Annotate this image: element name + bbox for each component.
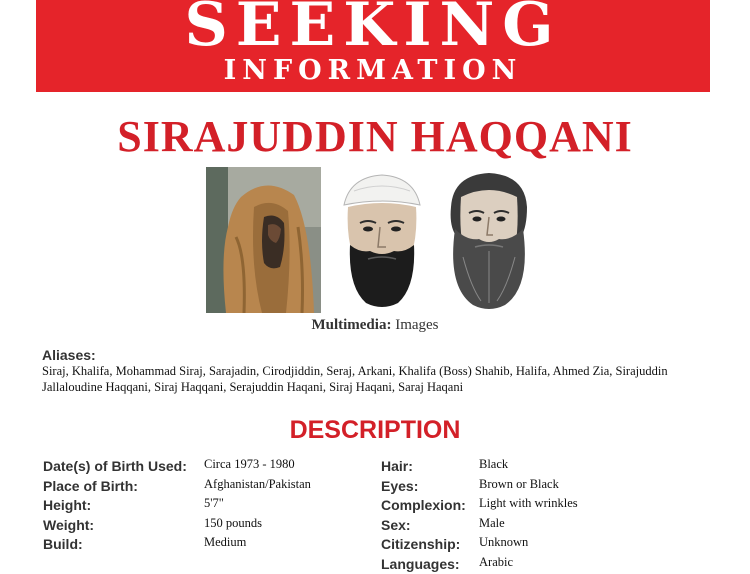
description-row-sex xyxy=(381,515,721,535)
description-label: Place of Birth: xyxy=(43,477,138,494)
multimedia-images-link[interactable]: Images xyxy=(395,317,439,333)
description-label: Complexion: xyxy=(381,497,466,514)
description-label: Languages: xyxy=(381,555,460,572)
description-value: Brown or Black xyxy=(479,476,559,491)
description-row-complexion xyxy=(381,495,721,515)
description-label: Height: xyxy=(43,497,92,514)
description-right-column xyxy=(381,456,721,574)
multimedia-label: Multimedia: xyxy=(311,317,392,333)
aliases-section xyxy=(42,347,712,395)
description-value: 5'7" xyxy=(204,496,224,511)
description-row-weight xyxy=(43,515,363,535)
description-value: Arabic xyxy=(479,554,514,569)
description-label: Date(s) of Birth Used: xyxy=(43,458,187,474)
description-label: Eyes: xyxy=(381,477,419,494)
aliases-heading: Aliases: xyxy=(42,347,96,363)
subject-name: SIRAJUDDIN HAQQANI xyxy=(117,112,633,161)
description-value: Light with wrinkles xyxy=(479,496,578,511)
description-value: Unknown xyxy=(479,535,529,550)
description-label: Sex: xyxy=(381,516,411,533)
seeking-information-banner xyxy=(36,0,710,92)
description-value: Male xyxy=(479,515,505,530)
sketch-bareheaded[interactable] xyxy=(437,167,540,313)
banner-title: SEEKING xyxy=(184,0,562,60)
multimedia-row xyxy=(0,317,750,334)
description-label: Citizenship: xyxy=(381,536,461,553)
description-value: Black xyxy=(479,457,509,471)
description-row-dob xyxy=(43,456,363,476)
photo-wrapped-in-blanket[interactable] xyxy=(206,167,321,313)
description-row-hair xyxy=(381,456,721,476)
description-row-place-of-birth xyxy=(43,476,363,496)
aliases-text: Siraj, Khalifa, Mohammad Siraj, Sarajadin, Cirodjiddin, Seraj, Arkani, Khalifa (Boss) Shahib, Halifa, Ahmed Zia, Sirajuddin Jallaloudine Haqqani, Siraj Haqqani, Serajuddin Haqani, Siraj Haqani, Saraj Haqani xyxy=(42,364,668,394)
description-row-build xyxy=(43,534,363,554)
description-label: Hair: xyxy=(381,458,413,474)
banner-subtitle: INFORMATION xyxy=(223,55,523,86)
description-label: Build: xyxy=(43,536,83,553)
sketch-with-cap[interactable] xyxy=(334,167,430,313)
description-label: Weight: xyxy=(43,516,95,533)
description-row-languages xyxy=(381,554,721,574)
description-heading: DESCRIPTION xyxy=(289,416,461,444)
description-row-eyes xyxy=(381,476,721,496)
description-value: 150 pounds xyxy=(204,515,262,530)
description-value: Circa 1973 - 1980 xyxy=(204,457,295,471)
description-left-column xyxy=(43,456,363,554)
description-value: Afghanistan/Pakistan xyxy=(204,476,311,491)
description-value: Medium xyxy=(204,535,247,550)
description-row-height xyxy=(43,495,363,515)
description-row-citizenship xyxy=(381,534,721,554)
